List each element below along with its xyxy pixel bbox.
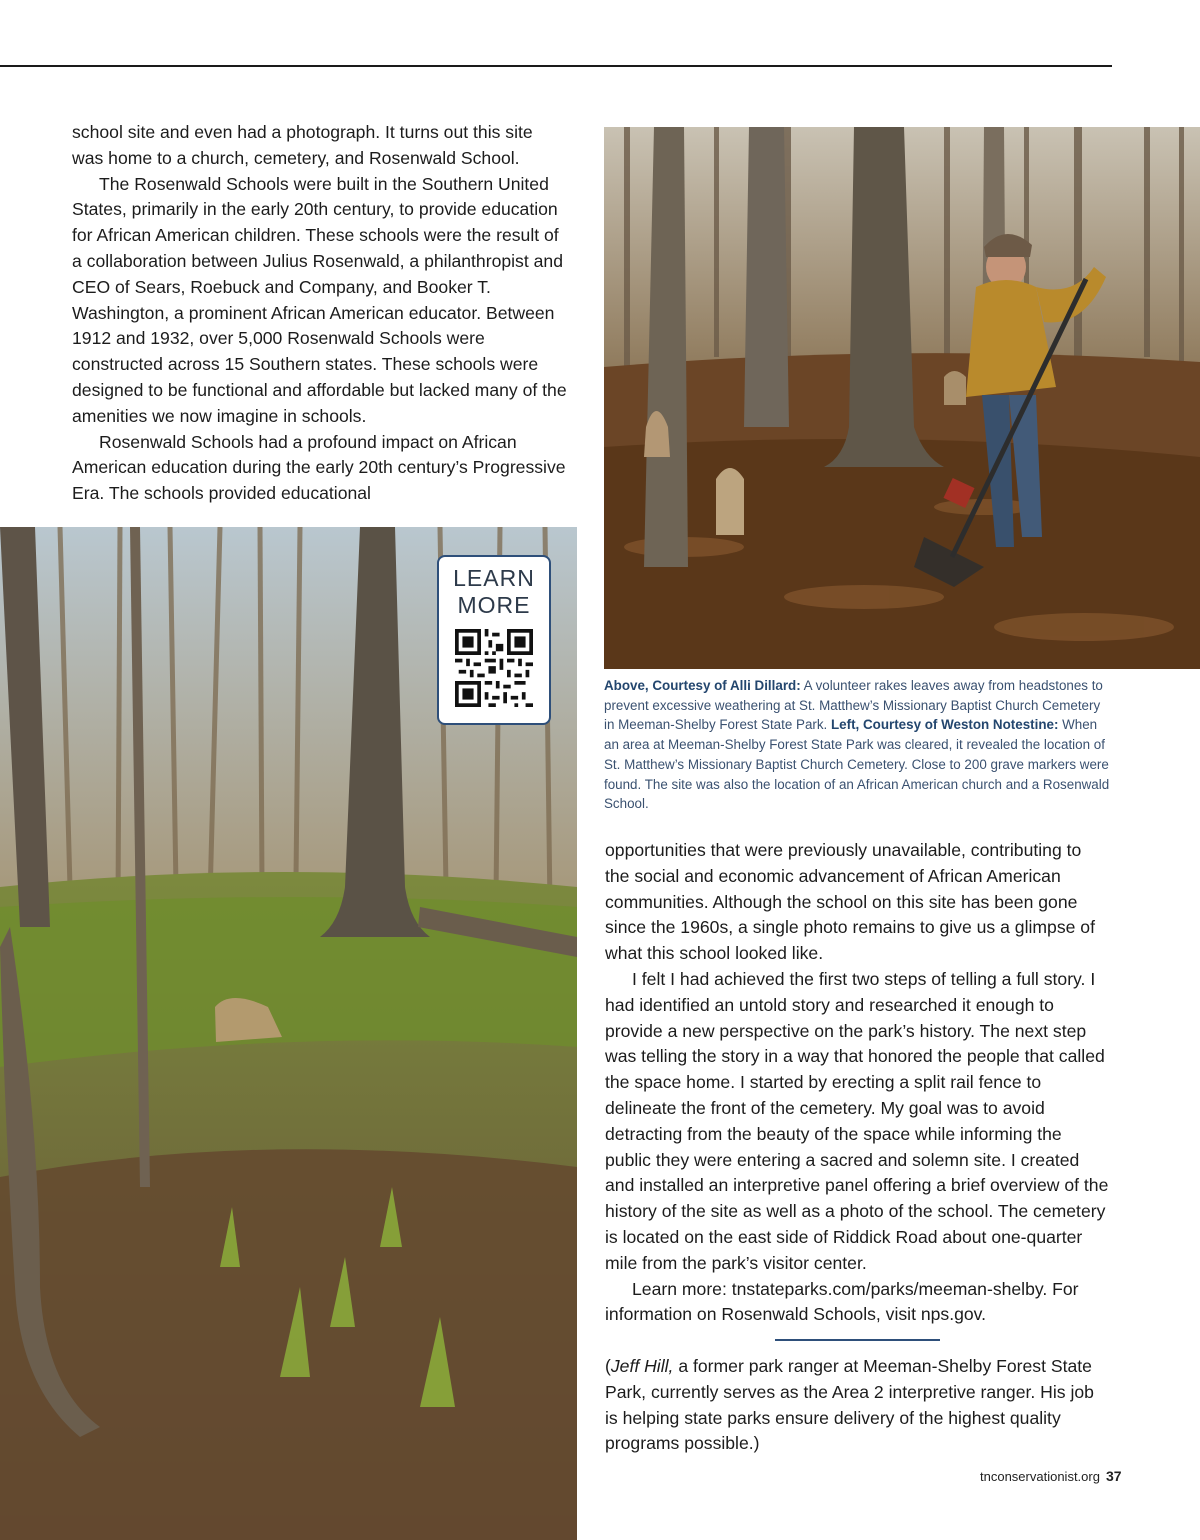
- caption-text-left: When an area at Meeman-Shelby Forest State Park was cleared, it revealed the location of St. Matthew’s Missionary Baptist Church Cemetery. Close to 200 grave markers were found. The site was also the location of an African American church and a Rosenwald School.: [604, 717, 1110, 812]
- learn-more-line2: MORE: [457, 592, 531, 618]
- header-rule: [0, 65, 1112, 67]
- paragraph: opportunities that were previously unavailable, contributing to the social and economic advancement of African American communities. Although the school on this site has been gone since the 1960s, a single photo remains to give us a glimpse of what this school looked like.: [605, 840, 1095, 964]
- article-column-bottom: [605, 838, 1110, 1328]
- bio-author-name: Jeff Hill,: [610, 1356, 674, 1376]
- learn-more-qr-box[interactable]: [437, 555, 551, 725]
- author-bio: [605, 1354, 1110, 1457]
- paragraph: The Rosenwald Schools were built in the Southern United States, primarily in the early 20th century, to provide education for African American children. These schools were the result of a collaboration between Julius Rosenwald, a philanthropist and CEO of Sears, Roebuck and Company, and Booker T. Washington, a prominent African American educator. Between 1912 and 1932, over 5,000 Rosenwald Schools were constructed across 15 Southern states. These schools were designed to be functional and affordable but lacked many of the amenities we now imagine in schools.: [72, 173, 567, 426]
- caption-text-above: A volunteer rakes leaves away from headstones to prevent excessive weathering at St. Matthew’s Missionary Baptist Church Cemetery in Meeman-Shelby Forest State Park.: [604, 678, 1103, 733]
- learn-more-label: [439, 565, 549, 619]
- caption-credit-above: Above, Courtesy of Alli Dillard:: [604, 678, 801, 693]
- paragraph: I felt I had achieved the first two steps of telling a full story. I had identified an untold story and researched it enough to provide a new perspective on the park’s history. The next step was telling the story in a way that honored the people that called the space home. I started by erecting a split rail fence to delineate the front of the cemetery. My goal was to avoid detracting from the beauty of the space while informing the public they were entering a sacred and solemn site. I created and installed an interpretive panel offering a brief overview of the history of the site as well as a photo of the school. The cemetery is located on the east side of Riddick Road about one-quarter mile from the park’s visitor center.: [605, 968, 1109, 1273]
- caption-credit-left: Left, Courtesy of Weston Notestine:: [831, 717, 1059, 733]
- bio-text: a former park ranger at Meeman-Shelby Forest State Park, currently serves as the Area 2 interpretive ranger. His job is helping state parks ensure delivery of the highest quality programs possible.): [605, 1356, 1094, 1454]
- bio-open-paren: (: [605, 1356, 611, 1376]
- footer-site-link[interactable]: tnconservationist.org: [980, 1469, 1100, 1484]
- qr-code-icon[interactable]: [455, 629, 533, 707]
- paragraph: school site and even had a photograph. It turns out this site was home to a church, cemetery, and Rosenwald School.: [72, 122, 533, 168]
- paragraph: Rosenwald Schools had a profound impact on African American education during the early 20th century’s Progressive Era. The schools provided educational: [72, 431, 566, 504]
- photo-caption: [604, 676, 1114, 814]
- photo-volunteer-raking: [604, 127, 1200, 669]
- page-footer: [980, 1468, 1122, 1484]
- section-divider: [775, 1339, 940, 1341]
- paragraph: Learn more: tnstateparks.com/parks/meeman-shelby. For information on Rosenwald Schools, visit nps.gov.: [605, 1278, 1079, 1325]
- learn-more-line1: LEARN: [453, 565, 535, 591]
- page-number: 37: [1105, 1468, 1122, 1484]
- article-column-top: [72, 120, 568, 507]
